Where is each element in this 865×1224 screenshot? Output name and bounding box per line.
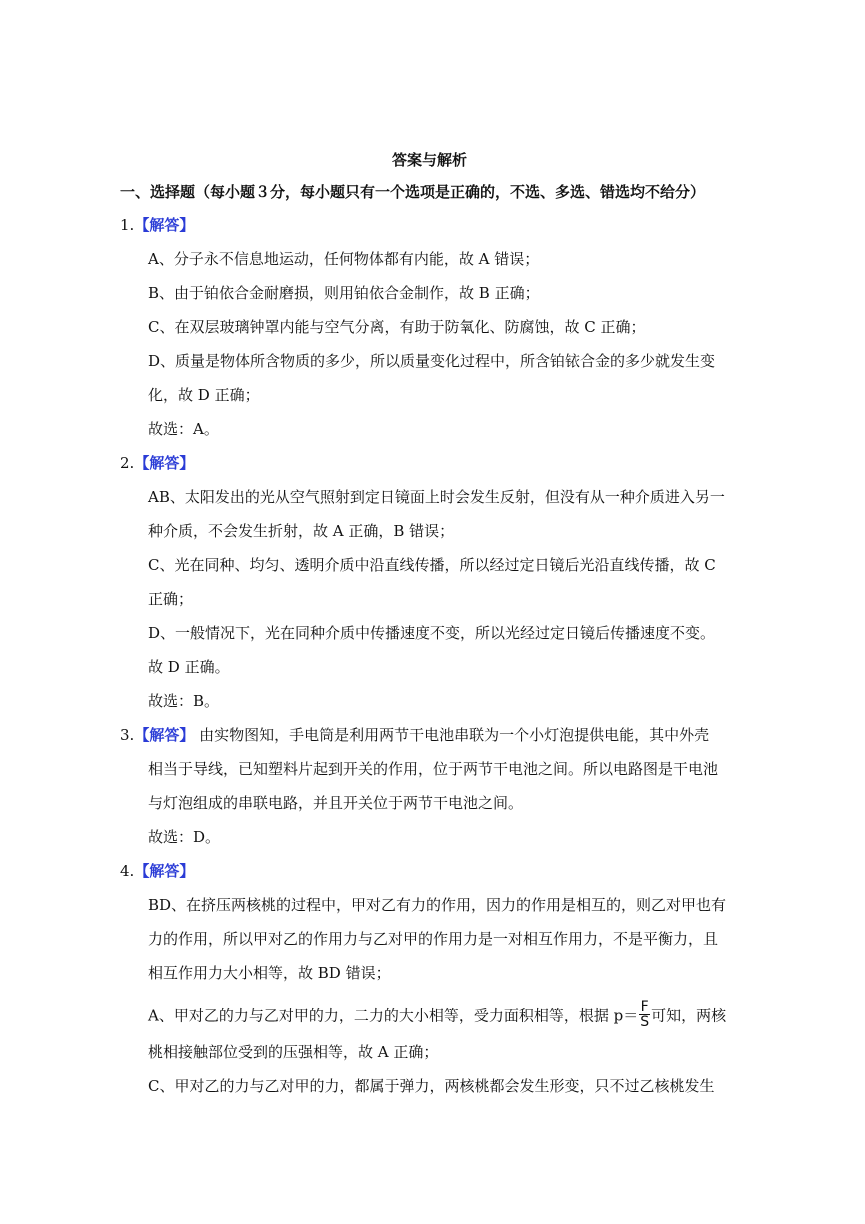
- answer-line: 桃相接触部位受到的压强相等，故 A 正确；: [148, 1043, 439, 1061]
- answer-line: 力的作用，所以甲对乙的作用力与乙对甲的作用力是一对相互作用力，不是平衡力，且: [148, 930, 719, 948]
- answer-line: D、质量是物体所含物质的多少，所以质量变化过程中，所含铂铱合金的多少就发生变: [148, 352, 716, 370]
- answer-line: 种介质，不会发生折射，故 A 正确，B 错误；: [148, 522, 455, 540]
- formula-line: [148, 999, 727, 1031]
- section-heading: 一、选择题（每小题３分，每小题只有一个选项是正确的，不选、多选、错选均不给分）: [120, 183, 706, 201]
- answer-line: B、由于铂依合金耐磨损，则用铂依合金制作，故 B 正确；: [148, 284, 540, 302]
- answer-line: 由实物图知，手电筒是利用两节干电池串联为一个小灯泡提供电能，其中外壳: [199, 726, 710, 744]
- answer-line: 故选：B。: [148, 692, 220, 710]
- answer-line: 正确；: [148, 590, 194, 608]
- question-3-header: [120, 725, 709, 745]
- answer-tag: 【解答】: [134, 216, 195, 234]
- answer-tag: 【解答】: [134, 862, 195, 880]
- question-number: 3.: [120, 726, 135, 744]
- answer-line: 相当于导线，已知塑料片起到开关的作用，位于两节干电池之间。所以电路图是干电池: [148, 760, 719, 778]
- page-title: 答案与解析: [392, 151, 468, 169]
- question-4-header: [120, 861, 194, 881]
- answer-line: AB、太阳发出的光从空气照射到定日镜面上时会发生反射，但没有从一种介质进入另一: [148, 488, 725, 506]
- answer-tag: 【解答】: [134, 454, 195, 472]
- answer-line: 故 D 正确。: [148, 658, 230, 676]
- formula-text-before: A、甲对乙的力与乙对甲的力，二力的大小相等，受力面积相等，根据 p＝: [148, 1006, 639, 1025]
- answer-line: C、甲对乙的力与乙对甲的力，都属于弹力，两核桃都会发生形变，只不过乙核桃发生: [148, 1077, 715, 1095]
- answer-line: 故选：A。: [148, 420, 219, 438]
- answer-line: BD、在挤压两核桃的过程中，甲对乙有力的作用，因力的作用是相互的，则乙对甲也有: [148, 896, 727, 914]
- answer-line: 化，故 D 正确；: [148, 386, 260, 404]
- answer-line: A、分子永不信息地运动，任何物体都有内能，故 A 错误；: [148, 250, 540, 268]
- answer-tag: 【解答】: [134, 726, 195, 744]
- answer-line: D、一般情况下，光在同种介质中传播速度不变，所以光经过定日镜后传播速度不变。: [148, 624, 716, 642]
- answer-line: C、光在同种、均匀、透明介质中沿直线传播，所以经过定日镜后光沿直线传播，故 C: [148, 556, 716, 574]
- answer-line: C、在双层玻璃钟罩内能与空气分离，有助于防氧化、防腐蚀，故 C 正确；: [148, 318, 646, 336]
- question-1-header: [120, 215, 194, 235]
- answer-line: 相互作用力大小相等，故 BD 错误；: [148, 964, 391, 982]
- question-number: 4.: [120, 862, 135, 880]
- pressure-fraction: [639, 1000, 650, 1029]
- answer-line: 与灯泡组成的串联电路，并且开关位于两节干电池之间。: [148, 794, 524, 812]
- answer-line: 故选：D。: [148, 828, 221, 846]
- question-number: 2.: [120, 454, 135, 472]
- formula-text-after: 可知，两核: [651, 1006, 727, 1025]
- fraction-numerator: F: [640, 999, 649, 1015]
- question-2-header: [120, 453, 194, 473]
- fraction-denominator: S: [640, 1014, 650, 1030]
- question-number: 1.: [120, 216, 135, 234]
